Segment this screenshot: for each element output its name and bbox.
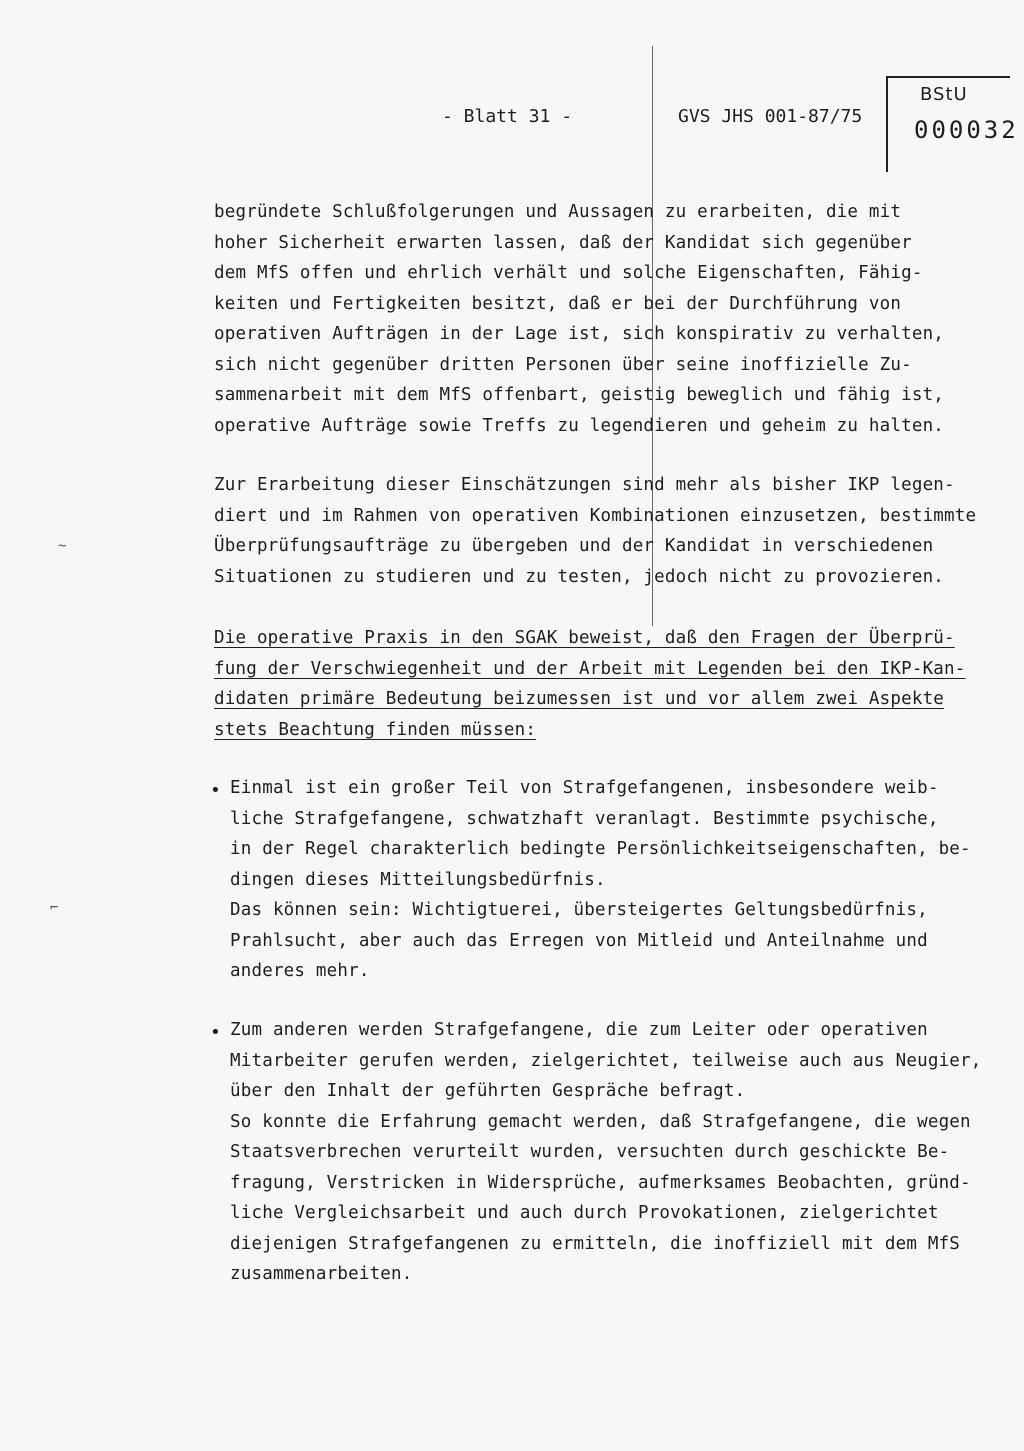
file-reference: GVS JHS 001-87/75	[678, 106, 863, 127]
margin-mark: ~	[58, 538, 67, 554]
archive-stamp	[886, 76, 1019, 172]
bullet-dot-1: •	[210, 780, 221, 801]
bullet-item-2: Zum anderen werden Strafgefangene, die zum Leiter oder operativen Mitarbeiter gerufen werden, zielgerichtet, teilweise auch aus Neugier, über den Inhalt der geführten Gespräche befragt. So konnte die Erfahrung gemacht werden, daß Strafgefangene, die wegen Staatsverbrechen verurteilt wurden, versuchten durch geschickte Be- fragung, Verstricken in Widersprüche, aufmerksames Beobachten, gründ- liche Vergleichsarbeit und auch durch Provokationen, zielgerichtet diejenigen Strafgefangenen zu ermitteln, die inoffiziell mit dem MfS zusammenarbeiten.	[230, 1020, 982, 1284]
paragraph-3-underlined: Die operative Praxis in den SGAK beweist, daß den Fragen der Überprü- fung der Verschwiegenheit und der Arbeit mit Legenden bei den IKP-Kan- didaten primäre Bedeutung beizumessen ist und vor allem zwei Aspekte stets Beachtung finden müssen:	[214, 628, 966, 740]
page-number-label: - Blatt 31 -	[442, 106, 573, 127]
paragraph-1: begründete Schlußfolgerungen und Aussagen zu erarbeiten, die mit hoher Sicherheit erwarten lassen, daß der Kandidat sich gegenüber dem MfS offen und ehrlich verhält und solche Eigenschaften, Fähig- keiten und Fertigkeiten besitzt, daß er bei der Durchführung von operativen Aufträgen in der Lage ist, sich konspirativ zu verhalten, sich nicht gegenüber dritten Personen über seine inoffizielle Zu- sammenarbeit mit dem MfS offenbart, geistig beweglich und fähig ist, operative Aufträge sowie Treffs zu legendieren und geheim zu halten.	[214, 202, 945, 436]
margin-mark: ⌐	[50, 900, 59, 916]
bullet-dot-2: •	[210, 1022, 221, 1043]
bullet-item-1: Einmal ist ein großer Teil von Strafgefangenen, insbesondere weib- liche Strafgefangene, schwatzhaft veranlagt. Bestimmte psychische, in der Regel charakterlich bedingte Persönlichkeitseigenschaften, be- dingen dieses Mitteilungsbedürfnis. Das können sein: Wichtigtuerei, übersteigertes Geltungsbedürfnis, Prahlsucht, aber auch das Erregen von Mitleid und Anteilnahme und anderes mehr.	[230, 778, 971, 981]
stamp-label: BStU	[920, 84, 968, 105]
stamp-number: 000032	[914, 116, 1019, 144]
paragraph-2: Zur Erarbeitung dieser Einschätzungen sind mehr als bisher IKP legen- diert und im Rahmen von operativen Kombinationen einzusetzen, bestimmte Überprüfungsaufträge zu übergeben und der Kandidat in verschiedenen Situationen zu studieren und zu testen, jedoch nicht zu provozieren.	[214, 475, 977, 587]
